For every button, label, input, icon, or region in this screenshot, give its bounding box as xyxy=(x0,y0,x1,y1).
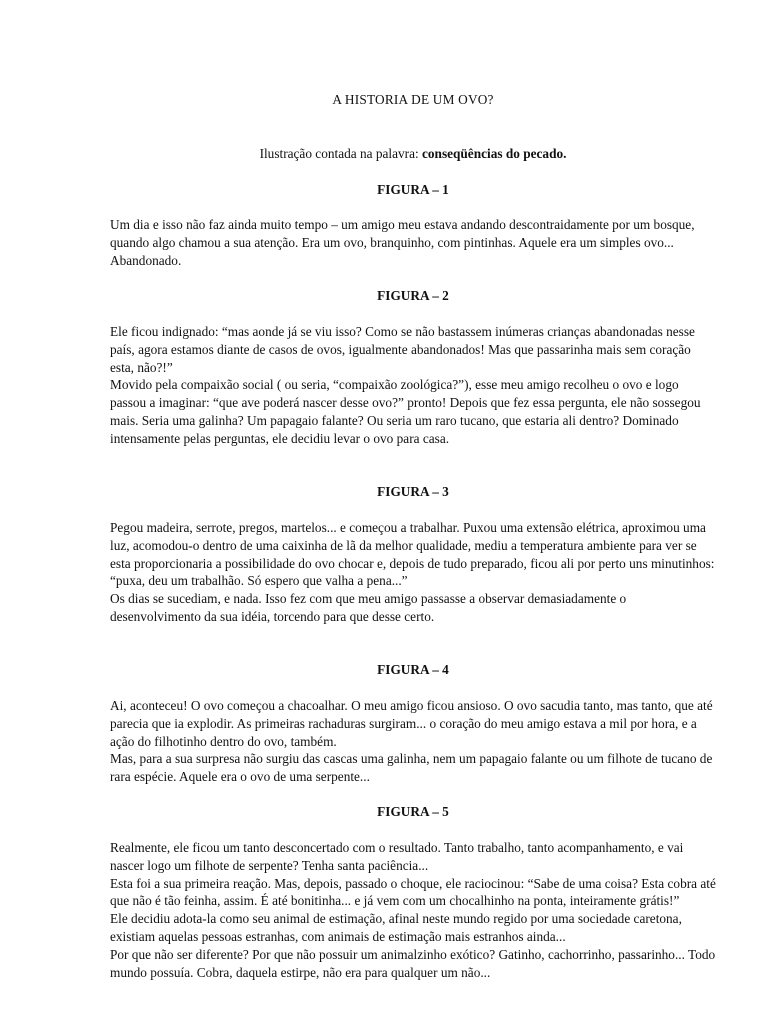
paragraph: Esta foi a sua primeira reação. Mas, depois, passado o choque, ele raciocinou: “Sabe de uma coisa? Esta cobra até que não é tão feinha, assim. É até bonitinha... e já vem com um chocalhinho na ponta, inteiramente grátis!” xyxy=(110,875,716,909)
paragraph: Por que não ser diferente? Por que não possuir um animalzinho exótico? Gatinho, cachorrinho, passarinho... Todo mundo possuía. Cobra, daquela estirpe, não era para qualquer um não... xyxy=(110,946,716,980)
section-heading-1: FIGURA – 1 xyxy=(377,182,449,197)
paragraph: Movido pela compaixão social ( ou seria, “compaixão zoológica?”), esse meu amigo recolheu o ovo e logo passou a imaginar: “que ave poderá nascer desse ovo?” pronto! Depois que fez essa pergunta, ele não sossegou mais. Seria uma galinha? Um papagaio falante? Ou seria um raro tucano, que estaria ali dentro? Dominado intensamente pelas perguntas, ele decidiu levar o ovo para casa. xyxy=(110,377,701,446)
document-subtitle xyxy=(110,146,716,162)
section-heading-5: FIGURA – 5 xyxy=(377,804,449,819)
section-heading-4: FIGURA – 4 xyxy=(377,662,449,677)
section-body-4 xyxy=(110,697,716,786)
section-body-5 xyxy=(110,839,716,981)
paragraph: Ele decidiu adota-la como seu animal de estimação, afinal neste mundo regido por uma sociedade caretona, existiam aquelas pessoas estranhas, com animais de estimação mais estranhos ainda... xyxy=(110,911,682,944)
paragraph: Ai, aconteceu! O ovo começou a chacoalhar. O meu amigo ficou ansioso. O ovo sacudia tanto, mas tanto, que até parecia que ia explodir. As primeiras rachaduras surgiram... o coração do meu amigo estava a mil por hora, e a ação do filhotinho dentro do ovo, também. xyxy=(110,698,713,749)
subtitle-emphasis: conseqüências do pecado. xyxy=(422,146,567,161)
section-heading-3: FIGURA – 3 xyxy=(377,484,449,499)
document-title: A HISTORIA DE UM OVO? xyxy=(332,92,494,107)
paragraph: Mas, para a sua surpresa não surgiu das cascas uma galinha, nem um papagaio falante ou um filhote de tucano de rara espécie. Aquele era o ovo de uma serpente... xyxy=(110,751,713,785)
section-body-1 xyxy=(110,216,716,269)
paragraph: Realmente, ele ficou um tanto desconcertado com o resultado. Tanto trabalho, tanto acompanhamento, e vai nascer logo um filhote de serpente? Tenha santa paciência... xyxy=(110,840,684,873)
section-heading-2: FIGURA – 2 xyxy=(377,288,449,303)
paragraph: Pegou madeira, serrote, pregos, martelos... e começou a trabalhar. Puxou uma extensão elétrica, aproximou uma luz, acomodou-o dentro de uma caixinha de lã da melhor qualidade, mediu a temperatura ambiente para ver se esta proporcionaria a possibilidade do ovo chocar e, depois de tudo preparado, ficou ali por perto uns minutinhos: “puxa, deu um trabalhão. Só espero que valha a pena...” xyxy=(110,520,715,589)
section-body-2 xyxy=(110,323,716,448)
section-body-3 xyxy=(110,519,716,626)
paragraph: Os dias se sucediam, e nada. Isso fez com que meu amigo passasse a observar demasiadamente o desenvolvimento da sua idéia, torcendo para que desse certo. xyxy=(110,591,627,624)
paragraph: Um dia e isso não faz ainda muito tempo – um amigo meu estava andando descontraidamente por um bosque, quando algo chamou a sua atenção. Era um ovo, branquinho, com pintinhas. Aquele era um simples ovo... Abandonado. xyxy=(110,217,695,268)
paragraph: Ele ficou indignado: “mas aonde já se viu isso? Como se não bastassem inúmeras crianças abandonadas nesse país, agora estamos diante de casos de ovos, igualmente abandonados! Mas que passarinha mais sem coração esta, não?!” xyxy=(110,324,695,375)
subtitle-prefix: Ilustração contada na palavra: xyxy=(259,146,422,161)
